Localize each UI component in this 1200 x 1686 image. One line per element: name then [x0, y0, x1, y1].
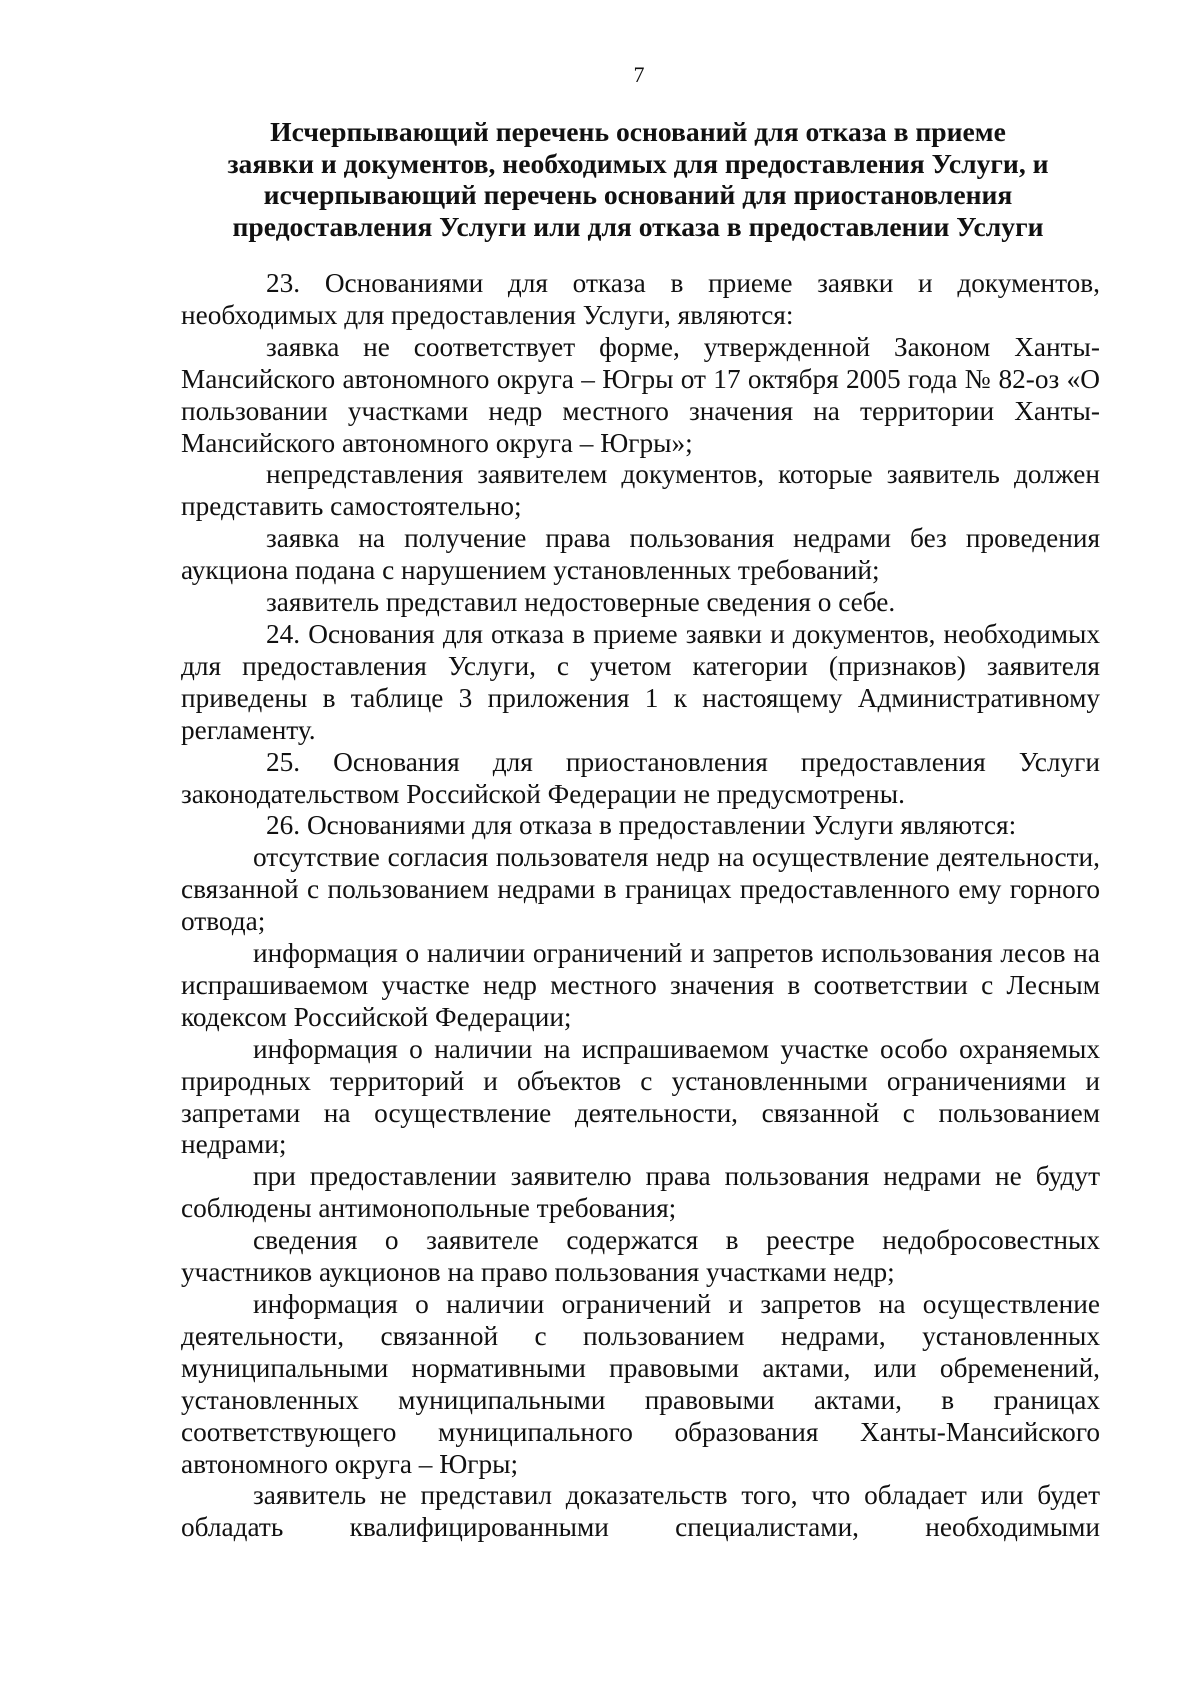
paragraph-24: 24. Основания для отказа в приеме заявки и документов, необходимых для предоставления Услуги, с учетом категории (признаков) заявителя приведены в таблице 3 приложения 1 к настоящему Административному регламенту.: [181, 618, 1100, 745]
paragraph-item: заявитель представил недостоверные сведения о себе.: [266, 587, 896, 618]
paragraph-26: 26. Основаниями для отказа в предоставлении Услуги являются:: [266, 810, 1017, 841]
paragraph-item: информация о наличии ограничений и запретов на осуществление деятельности, связанной с пользованием недрами, установленных муниципальными нормативными правовыми актами, или обременений, установленных муниципальными правовыми актами, в границах соответствующего муниципального образования Ханты-Мансийского автономного округа – Югры;: [181, 1289, 1100, 1479]
title-line: Исчерпывающий перечень оснований для отказа в приеме: [270, 116, 1006, 147]
paragraph-item: информация о наличии на испрашиваемом участке особо охраняемых природных территорий и объектов с установленными ограничениями и запретами на осуществление деятельности, связанной с пользованием недрами;: [181, 1033, 1100, 1160]
paragraph-item: сведения о заявителе содержатся в реестре недобросовестных участников аукционов на право пользования участками недр;: [181, 1225, 1100, 1288]
paragraph-item: информация о наличии ограничений и запретов использования лесов на испрашиваемом участке недр местного значения в соответствии с Лесным кодексом Российской Федерации;: [181, 938, 1100, 1032]
title-line: заявки и документов, необходимых для предоставления Услуги, и: [227, 147, 1049, 179]
paragraph-item: заявка не соответствует форме, утвержденной Законом Ханты-Мансийского автономного округа – Югры от 17 октября 2005 года № 82-оз «О пользовании участками недр местного значения на территории Ханты-Мансийского автономного округа – Югры»;: [181, 331, 1100, 458]
section-title: [170, 116, 1106, 242]
paragraph-item: при предоставлении заявителю права пользования недрами не будут соблюдены антимонопольные требования;: [181, 1161, 1100, 1224]
paragraph-item: непредставления заявителем документов, которые заявитель должен представить самостоятельно;: [181, 459, 1100, 522]
title-line: исчерпывающий перечень оснований для приостановления: [263, 179, 1013, 210]
paragraph-25: 25. Основания для приостановления предоставления Услуги законодательством Российской Федерации не предусмотрены.: [181, 746, 1100, 809]
document-body: [181, 268, 1100, 1544]
page-number: 7: [633, 62, 645, 87]
paragraph-23: 23. Основаниями для отказа в приеме заявки и документов, необходимых для предоставления Услуги, являются:: [181, 268, 1100, 330]
paragraph-item: заявитель не представил доказательств того, что обладает или будет обладать квалифицированными специалистами, необходимыми: [181, 1480, 1100, 1543]
title-line: предоставления Услуги или для отказа в предоставлении Услуги: [232, 210, 1044, 242]
paragraph-item: отсутствие согласия пользователя недр на осуществление деятельности, связанной с пользованием недрами в границах предоставленного ему горного отвода;: [181, 842, 1100, 937]
paragraph-item: заявка на получение права пользования недрами без проведения аукциона подана с нарушением установленных требований;: [181, 523, 1100, 586]
